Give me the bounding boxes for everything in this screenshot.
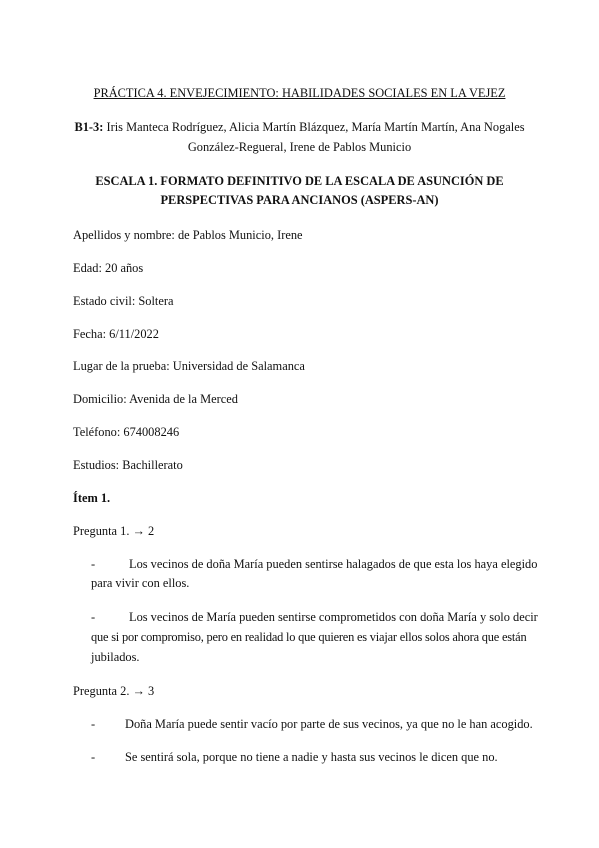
scale-title-line-1: ESCALA 1. FORMATO DEFINITIVO DE LA ESCALA DE ASUNCIÓN DE — [95, 174, 504, 188]
authors-line-1 — [0, 120, 599, 135]
bullet-dash: - — [91, 717, 96, 731]
field-address: Domicilio: Avenida de la Merced — [73, 392, 238, 406]
scale-title-line-2: PERSPECTIVAS PARA ANCIANOS (ASPERS-AN) — [160, 193, 439, 207]
field-civil-status: Estado civil: Soltera — [73, 294, 174, 308]
bullet-text-line: jubilados. — [91, 650, 140, 664]
field-test-location: Lugar de la prueba: Universidad de Salamanca — [73, 359, 305, 373]
bullet-dash: - — [91, 610, 96, 624]
document-title: PRÁCTICA 4. ENVEJECIMIENTO: HABILIDADES SOCIALES EN LA VEJEZ — [93, 86, 506, 100]
question-2-label: Pregunta 2. → 3 — [73, 684, 155, 698]
bullet-text-line: Se sentirá sola, porque no tiene a nadie y hasta sus vecinos le dicen que no. — [125, 750, 498, 764]
authors-group-label: B1-3: — [74, 120, 104, 134]
field-name: Apellidos y nombre: de Pablos Municio, Irene — [73, 228, 303, 242]
field-studies: Estudios: Bachillerato — [73, 458, 183, 472]
bullet-dash: - — [91, 750, 96, 764]
bullet-text-line: Los vecinos de doña María pueden sentirse halagados de que esta los haya elegido — [129, 557, 538, 571]
field-age: Edad: 20 años — [73, 261, 144, 275]
bullet-text-line: Doña María puede sentir vacío por parte de sus vecinos, ya que no le han acogido. — [125, 717, 533, 731]
field-phone: Teléfono: 674008246 — [73, 425, 180, 439]
bullet-dash: - — [91, 557, 96, 571]
question-1-label: Pregunta 1. → 2 — [73, 524, 155, 538]
field-date: Fecha: 6/11/2022 — [73, 327, 159, 341]
bullet-text-line: que si por compromiso, pero en realidad lo que quieren es viajar ellos solos ahora que están — [91, 630, 527, 644]
bullet-text-line: para vivir con ellos. — [91, 576, 190, 590]
bullet-text-line: Los vecinos de María pueden sentirse comprometidos con doña María y solo decir — [129, 610, 538, 624]
authors-line-2: González-Regueral, Irene de Pablos Municio — [187, 140, 412, 154]
item-heading: Ítem 1. — [73, 491, 111, 505]
authors-names-1: Iris Manteca Rodríguez, Alicia Martín Blázquez, María Martín Martín, Ana Nogales — [103, 120, 525, 134]
